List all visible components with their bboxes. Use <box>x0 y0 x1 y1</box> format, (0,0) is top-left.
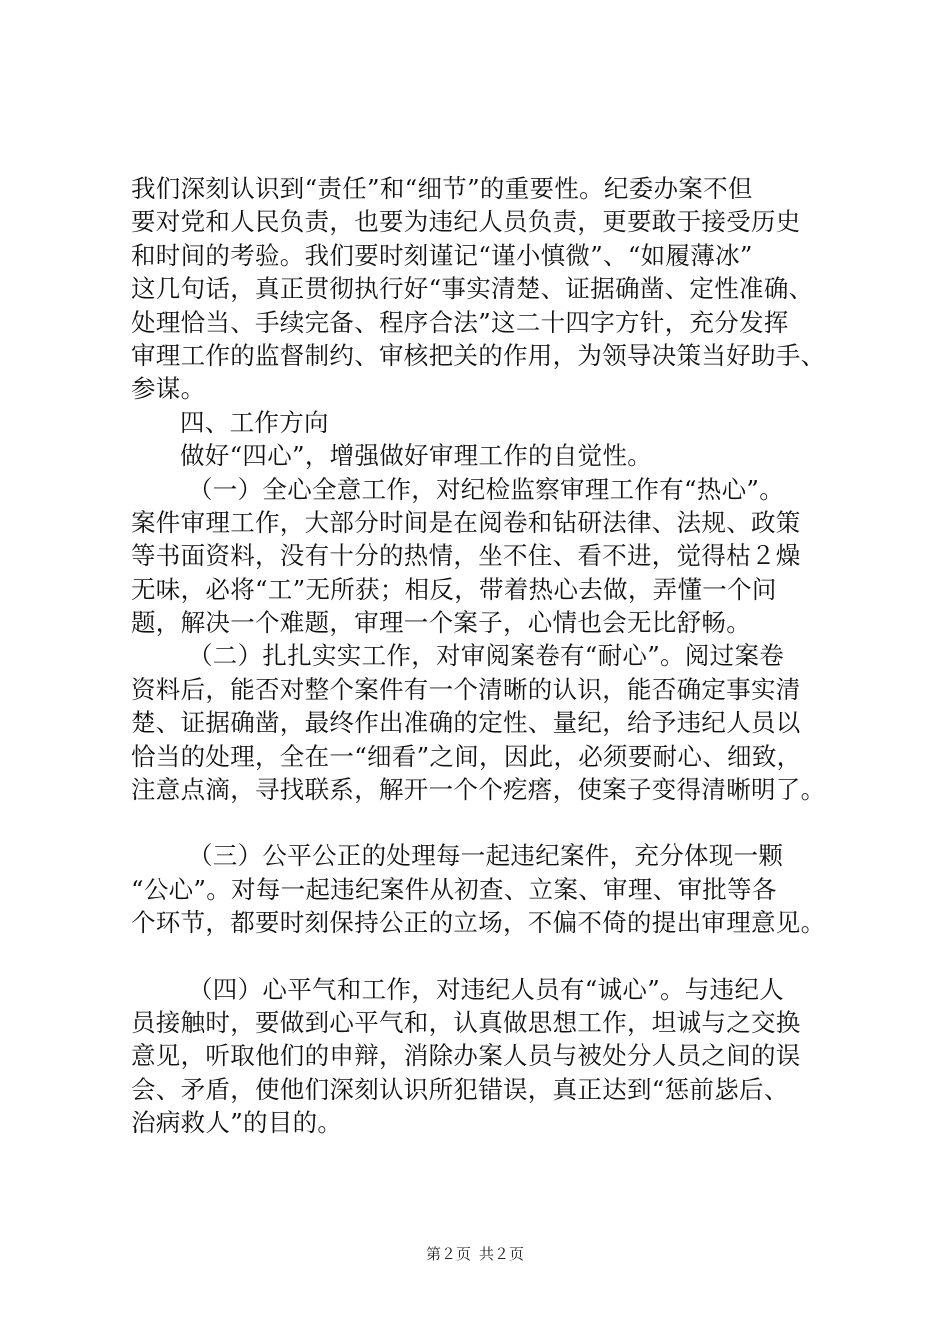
text-line: 做好“四心”，增强做好审理工作的自觉性。 <box>180 441 653 471</box>
text-line: 审理工作的监督制约、审核把关的作用，为领导决策当好助手、 <box>131 340 826 370</box>
text-line: “公心”。对每一起违纪案件从初查、立案、审理、审批等各 <box>131 874 777 904</box>
text-line: 治病救人”的目的。 <box>131 1108 343 1138</box>
page-footer <box>0 1244 950 1264</box>
text-line: 个环节，都要时刻保持公正的立场，不偏不倚的提出审理意见。 <box>131 908 826 938</box>
text-line: 案件审理工作，大部分时间是在阅卷和钻研法律、法规、政策 <box>131 507 801 537</box>
page-number: 第２页 <box>425 1245 471 1263</box>
subsection-heading: （一）全心全意工作，对纪检监察审理工作有“热心”。 <box>188 474 785 504</box>
subsection-heading: （四）心平气和工作，对违纪人员有“诚心”。与违纪人 <box>188 974 785 1004</box>
section-heading: 四、工作方向 <box>180 407 329 437</box>
page-total: 共２页 <box>479 1245 525 1263</box>
text-line: 要对党和人民负责，也要为违纪人员负责，更要敢于接受历史 <box>131 207 801 237</box>
text-line: 和时间的考验。我们要时刻谨记“谨小慎微”、“如履薄冰” <box>131 240 753 270</box>
text-line: 这几句话，真正贯彻执行好“事实清楚、证据确凿、定性准确、 <box>131 274 814 304</box>
document-body <box>131 172 851 1140</box>
text-line: 无味，必将“工”无所获；相反，带着热心去做，弄懂一个问 <box>131 574 777 604</box>
paragraph-gap <box>131 940 851 973</box>
text-line: 会、矛盾，使他们深刻认识所犯错误，真正达到“惩前毖后、 <box>131 1074 789 1104</box>
text-line: 注意点滴，寻找联系，解开一个个疙瘩，使案子变得清晰明了。 <box>131 775 826 805</box>
text-line: 意见，听取他们的申辩，消除办案人员与被处分人员之间的误 <box>131 1041 801 1071</box>
text-line: 参谋。 <box>131 374 206 404</box>
text-line: 资料后，能否对整个案件有一个清晰的认识，能否确定事实清 <box>131 674 801 704</box>
subsection-heading: （二）扎扎实实工作，对审阅案卷有“耐心”。阅过案卷 <box>188 641 785 671</box>
text-line: 等书面资料，没有十分的热情，坐不住、看不进，觉得枯２燥 <box>131 541 801 571</box>
subsection-heading: （三）公平公正的处理每一起违纪案件，充分体现一颗 <box>188 841 784 871</box>
text-line: 员接触时，要做到心平气和，认真做思想工作，坦诚与之交换 <box>131 1007 801 1037</box>
text-line: 我们深刻认识到“责任”和“细节”的重要性。纪委办案不但 <box>131 174 753 203</box>
text-line: 题，解决一个难题，审理一个案子，心情也会无比舒畅。 <box>131 608 751 638</box>
text-line: 恰当的处理，全在一“细看”之间，因此，必须要耐心、细致， <box>131 741 802 771</box>
text-line: 处理恰当、手续完备、程序合法”这二十四字方针，充分发挥 <box>131 307 789 337</box>
text-line: 楚、证据确凿，最终作出准确的定性、量纪，给予违纪人员以 <box>131 708 801 738</box>
paragraph-gap <box>131 806 851 839</box>
